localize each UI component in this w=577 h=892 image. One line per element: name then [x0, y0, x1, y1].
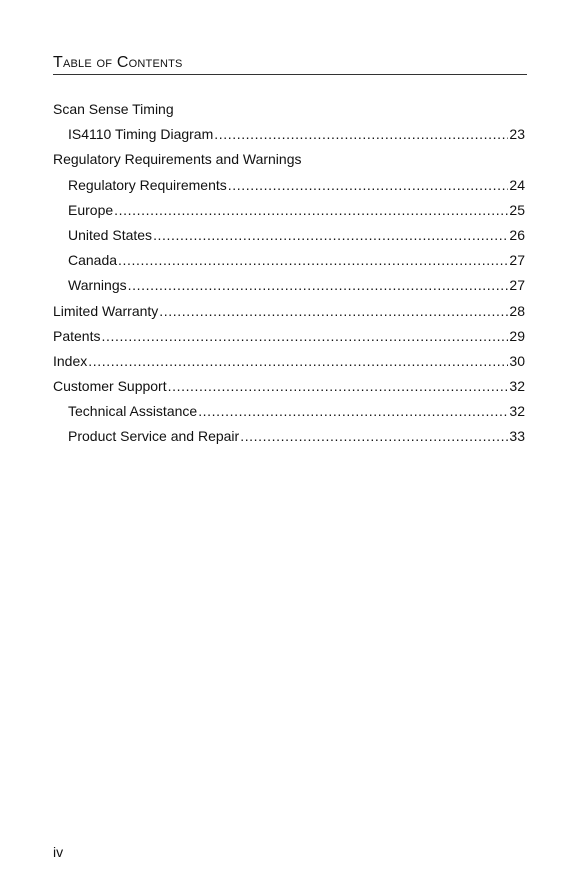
toc-heading	[53, 52, 527, 75]
toc-entry-page-number: 24	[509, 176, 525, 193]
dot-leader	[228, 173, 509, 198]
toc-entry	[53, 324, 525, 349]
toc-entry-title: Product Service and Repair	[68, 428, 240, 445]
toc-entry-page-number: 23	[509, 126, 525, 143]
dot-leader	[114, 198, 508, 223]
toc-entry-title: Technical Assistance	[68, 403, 198, 420]
dot-leader	[101, 324, 508, 349]
dot-leader	[88, 349, 508, 374]
toc-heading-text: Table of Contents	[53, 54, 183, 71]
toc-entry-page-number: 30	[509, 352, 525, 369]
toc-entry	[53, 198, 525, 223]
toc-entry	[53, 273, 525, 298]
toc-entry	[53, 374, 525, 399]
dot-leader	[240, 424, 508, 449]
toc-entry-title: Europe	[68, 201, 114, 218]
toc-entry-title: IS4110 Timing Diagram	[68, 126, 214, 143]
toc-entry-title: Limited Warranty	[53, 302, 159, 319]
dot-leader	[214, 122, 508, 147]
toc-entry-title: Index	[53, 352, 88, 369]
toc-entry	[53, 248, 525, 273]
toc-entry-page-number: 27	[509, 277, 525, 294]
toc-entry-title: Patents	[53, 327, 101, 344]
page-number-footer: iv	[53, 844, 64, 860]
toc-entry-title: Canada	[68, 252, 118, 269]
toc-entry-page-number: 26	[509, 226, 525, 243]
toc-entry-title: Regulatory Requirements and Warnings	[53, 151, 302, 168]
toc-entry-page-number: 28	[509, 302, 525, 319]
toc-entry	[53, 349, 525, 374]
dot-leader	[118, 248, 508, 273]
toc-entry	[53, 299, 525, 324]
dot-leader	[168, 374, 509, 399]
toc-list	[53, 97, 525, 450]
toc-entry-page-number: 25	[509, 201, 525, 218]
dot-leader	[159, 299, 508, 324]
toc-entry	[53, 399, 525, 424]
toc-entry	[53, 173, 525, 198]
toc-entry	[53, 223, 525, 248]
toc-entry-page-number: 32	[509, 403, 525, 420]
toc-entry	[53, 147, 525, 172]
toc-entry-page-number: 27	[509, 252, 525, 269]
toc-entry	[53, 424, 525, 449]
toc-entry-page-number: 29	[509, 327, 525, 344]
dot-leader	[198, 399, 508, 424]
toc-entry-title: United States	[68, 226, 153, 243]
toc-entry-title: Regulatory Requirements	[68, 176, 227, 193]
toc-entry-title: Warnings	[68, 277, 127, 294]
toc-entry-title: Scan Sense Timing	[53, 101, 174, 117]
toc-entry-page-number: 33	[509, 428, 525, 445]
toc-entry-page-number: 32	[509, 378, 525, 395]
toc-entry	[53, 97, 525, 122]
dot-leader	[128, 273, 509, 298]
toc-entry-title: Customer Support	[53, 378, 167, 395]
dot-leader	[153, 223, 508, 248]
toc-entry	[53, 122, 525, 147]
